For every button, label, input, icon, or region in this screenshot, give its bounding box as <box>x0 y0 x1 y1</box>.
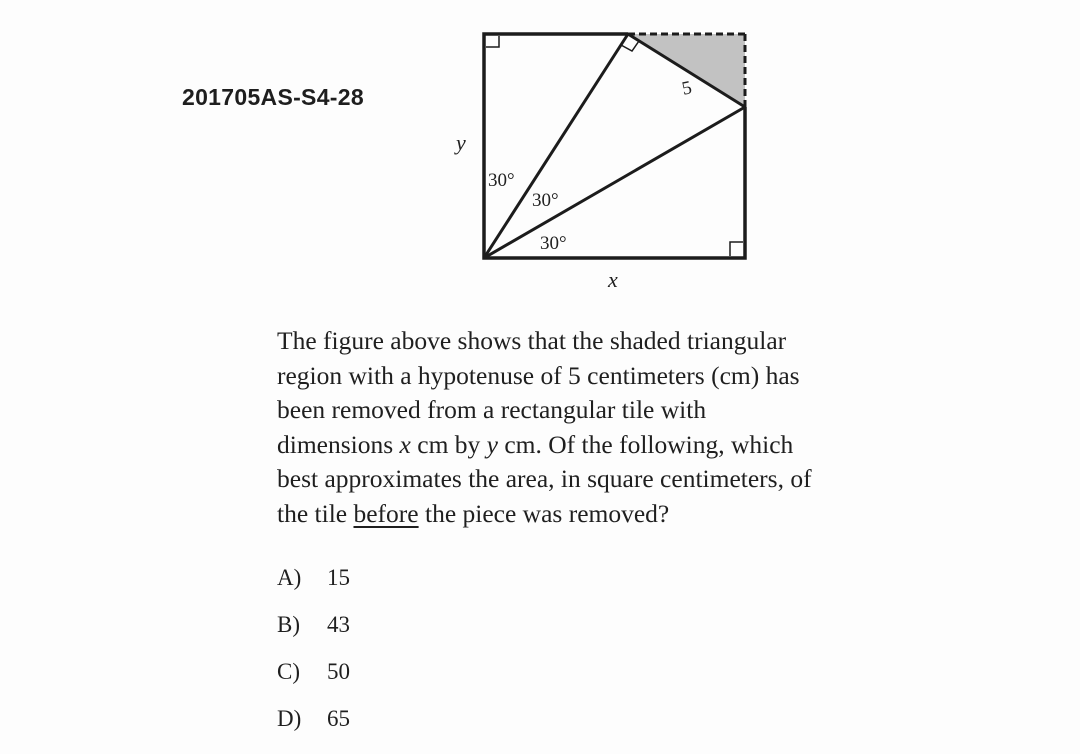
choice-d[interactable] <box>277 695 350 742</box>
question-text-fragment: the piece was removed? <box>424 498 670 528</box>
angle-label-top: 30° <box>488 170 515 191</box>
question-line <box>277 497 947 532</box>
variable-y: y <box>486 429 498 459</box>
side-x-label: x <box>608 267 618 292</box>
question-line: been removed from a rectangular tile with <box>277 395 707 424</box>
geometry-figure <box>440 20 770 310</box>
question-text-fragment: the tile <box>277 498 348 528</box>
choice-value: 65 <box>327 705 350 731</box>
angle-label-middle: 30° <box>532 190 559 211</box>
hypotenuse-label: 5 <box>680 77 694 100</box>
diagonal-to-right <box>484 107 745 258</box>
question-text-fragment: dimensions <box>277 429 394 459</box>
choice-value: 50 <box>327 658 350 684</box>
question-text <box>277 324 947 531</box>
question-line: region with a hypotenuse of 5 centimeters (cm) has <box>277 360 800 390</box>
right-angle-mark-top-left <box>486 36 499 47</box>
choice-a[interactable] <box>277 554 350 601</box>
question-id: 201705AS-S4-28 <box>182 84 364 110</box>
variable-x: x <box>399 429 411 459</box>
right-angle-mark-bottom-right <box>730 242 743 256</box>
choice-letter: C) <box>277 658 300 684</box>
angle-label-bottom: 30° <box>540 233 567 254</box>
choice-letter: B) <box>277 611 300 637</box>
choice-value: 15 <box>327 564 350 590</box>
question-text-fragment: cm by <box>417 429 481 459</box>
underlined-word-before: before <box>353 498 419 528</box>
question-line: best approximates the area, in square centimeters, of <box>277 464 812 493</box>
choice-value: 43 <box>327 611 350 637</box>
choice-c[interactable] <box>277 648 350 695</box>
question-line: The figure above shows that the shaded triangular <box>277 326 787 355</box>
choice-b[interactable] <box>277 601 350 648</box>
side-y-label: y <box>456 130 466 155</box>
choice-letter: A) <box>277 564 302 590</box>
question-line <box>277 428 947 463</box>
diagonal-to-top <box>484 34 628 258</box>
answer-choices <box>277 554 350 742</box>
question-text-fragment: cm. Of the following, which <box>504 429 794 459</box>
choice-letter: D) <box>277 705 302 731</box>
